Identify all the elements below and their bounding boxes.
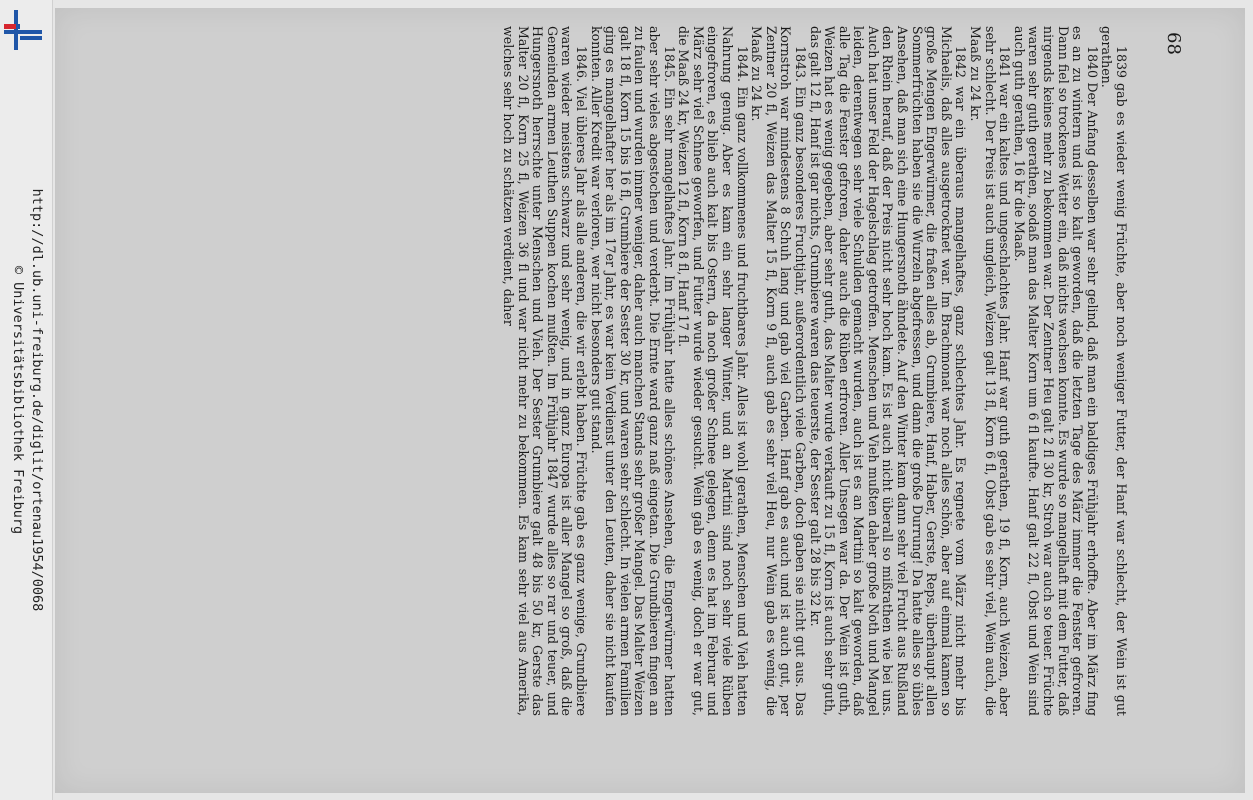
- paragraph-1842: 1842 war ein überaus mangelhaftes, ganz schlechtes Jahr. Es regnete vom März nicht mehr bis Michaelis, daß alles ausgetrocknet war. Im Brachmonat war noch alles schön, aber auf einmal kamen so große Mengen Engerwürmer, die fraßen alles ab, Grumbiere, Hanf, Haber, Gerste, Reps, überhaupt allen Sommerfrüchten haben sie die Wurzeln abgefressen, und dann die große Durrung! Da hatte alles so übles Ansehen, daß man sich eine Hungersnoth ähndete. Auf den Winter kam dann sehr viel Frucht aus Rußland den Rhein herauf, daß der Preis nicht sehr hoch kam. Es ist auch nicht überall so mißrathen wie bei uns. Auch hat unser Feld der Hagelschlag getroffen. Menschen und Vieh mußten daher große Noth und Mangel leiden, derentwegen sehr viele Schulden gemacht wurden, auch ist es an Martini so kalt geworden, daß alle Tag die Fenster gefroren, daher auch die Rüben erfroren. Aller Unsegen war da. Der Wein ist guth, Weizen hat es wenig gegeben, aber sehr guth, das Malter wurde verkauft zu 15 fl, Korn ist auch sehr guth, das galt 12 fl, Hanf ist gar nichts, Grumbiere waren das teuerste, der Sester galt 28 bis 32 kr.: [807, 26, 969, 716]
- page-text: [500, 26, 1128, 716]
- watermark-copyright: © Universitätsbibliothek Freiburg: [10, 265, 26, 535]
- watermark-url: http://dl.ub.uni-freiburg.de/diglit/ortenau1954/0068: [29, 188, 45, 612]
- scanned-page: [55, 8, 1245, 793]
- paragraph-1844: 1844. Ein ganz vollkommenes und fruchtbares Jahr. Alles ist wohl gerathen, Menschen und Vieh hatten Nahrung genug. Aber es kam ein sehr langer Winter, und an Martini sind noch sehr viele Rüben eingefroren, es blieb auch kalt bis Ostern, da noch großer Schnee gelegen, denn es hat im Februar und März sehr viel Schnee geworfen, und Futter wurde wieder gesucht. Wein gab es wenig, doch er war gut, die Maaß 24 kr, Weizen 12 fl, Korn 8 fl, Hanf 17 fl.: [676, 26, 750, 716]
- paragraph-1839: 1839 gab es wieder wenig Früchte, aber noch weniger Futter, der Hanf war schlecht, der Wein ist gut gerathen.: [1099, 26, 1129, 716]
- page-content: [110, 20, 1190, 780]
- watermark-strip: [0, 0, 53, 800]
- paragraph-1843: 1843. Ein ganz besonderes Fruchtjahr, außerordentlich viele Garben, doch gaben sie nicht gut aus. Das Kornstroh war mindestens 8 Schuh lang und gab viel Garben. Hanf gab es auch und ist auch gut, per Zentner 20 fl, Weizen das Malter 15 fl, Korn 9 fl, auch gab es sehr viel Heu, nur Wein gab es wenig, die Maaß zu 24 kr.: [749, 26, 808, 716]
- page-number: 68: [1163, 32, 1184, 55]
- paragraph-1845: 1845. Ein sehr mangelhaftes Jahr. Im Frühjahr hatte alles schönes Ansehen, die Engerwürmer hatten aber sehr vieles abgestochen und verderbt. Die Ernte ward ganz naß eingetan. Die Grundbieren fingen an zu faulen und wurden immer weniger, daher auch manchen Stands sehr großer Mangel. Das Malter Weizen galt 18 fl, Korn 15 bis 16 fl, Grumbiere der Sester 30 kr, und waren sehr schlecht. In vielen armen Familien ging es mangelhafter her als im 17er Jahr, es war kein Verdienst unter den Leuten, daher sie nicht kaufen konnten. Aller Kredit war verloren, wer nicht besonders gut stand.: [588, 26, 677, 716]
- watermark-text: [6, 0, 46, 800]
- paragraph-1840: 1840 Der Anfang desselben war sehr gelind, daß man ein baldiges Frühjahr erhoffte. Aber im März fing es an zu wintern und ist so kalt geworden, daß die letzten Tage des März immer die Fenster gefroren. Dann fiel so trockenes Wetter ein, daß nichts wachsen konnte. Es wurde so mangelhaft mit dem Futter, daß nirgends keines mehr zu bekommen war. Der Zentner Heu galt 2 fl 30 kr, Stroh war auch so teuer. Früchte waren sehr guth gerathen, sodaß man das Malter Korn um 6 fl kaufte. Hanf galt 22 fl, Obst und Wein sind auch guth gerathen, 16 kr die Maaß.: [1011, 26, 1100, 716]
- paragraph-1846: 1846. Viel übleres Jahr als alle anderen, die wir erlebt haben. Früchte gab es ganz wenige, Grundbiere waren wieder meistens schwarz und sehr wenig, und in ganz Europa ist aller Mangel so groß, daß die Gemeinden armen Leuthen Suppen kochen mußten. Im Frühjahr 1847 wurde alles so rar und teuer, und Hungersnoth herrschte unter Menschen und Vieh. Der Sester Grumbiere galt 48 bis 50 kr, Gerste das Malter 20 fl, Korn 25 fl, Weizen 36 fl und war nicht mehr zu bekommen. Es kam sehr viel aus Amerika, welches sehr hoch zu schätzen verdient, daher: [501, 26, 590, 716]
- paragraph-1841: 1841 war ein kaltes und ungeschlachtes Jahr. Hanf war guth gerathen, 19 fl, Korn, auch Weizen, aber sehr schlecht. Der Preis ist auch ungleich, Weizen galt 13 fl, Korn 6 fl, Obst gab es sehr viel, Wein auch, die Maaß zu 24 kr.: [968, 26, 1013, 716]
